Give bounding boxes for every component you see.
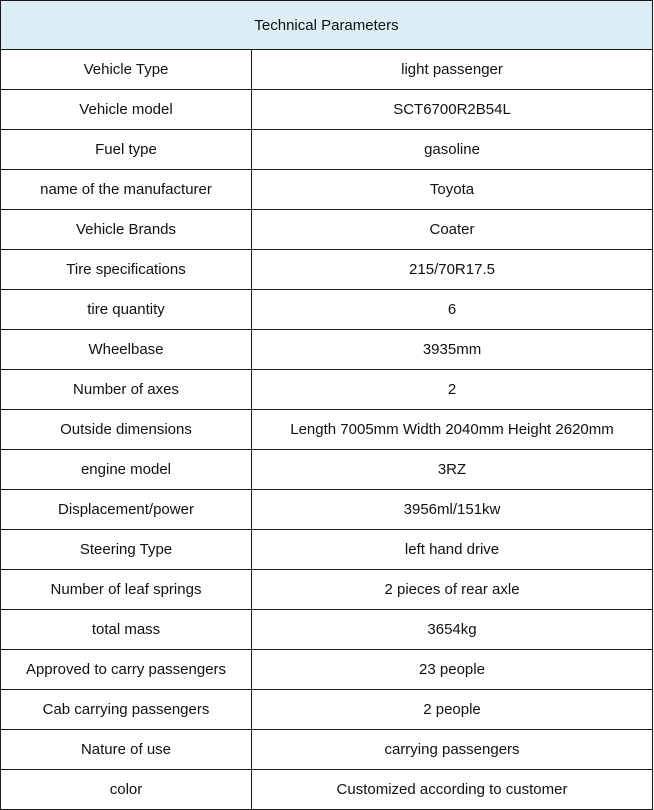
parameter-label: color — [1, 770, 252, 810]
parameter-label: Nature of use — [1, 730, 252, 770]
parameter-label: Vehicle model — [1, 90, 252, 130]
parameter-label: name of the manufacturer — [1, 170, 252, 210]
table-row — [1, 730, 653, 770]
parameter-label: Wheelbase — [1, 330, 252, 370]
parameter-label: engine model — [1, 450, 252, 490]
table-title: Technical Parameters — [1, 1, 653, 50]
parameter-label: Number of leaf springs — [1, 570, 252, 610]
parameter-value: 3956ml/151kw — [252, 490, 653, 530]
parameter-label: Cab carrying passengers — [1, 690, 252, 730]
parameter-label: Number of axes — [1, 370, 252, 410]
table-header-row — [1, 1, 653, 50]
parameter-value: Customized according to customer — [252, 770, 653, 810]
table-row — [1, 50, 653, 90]
parameter-value: left hand drive — [252, 530, 653, 570]
table-row — [1, 250, 653, 290]
parameter-value: 6 — [252, 290, 653, 330]
parameter-value: light passenger — [252, 50, 653, 90]
parameter-label: total mass — [1, 610, 252, 650]
table-row — [1, 90, 653, 130]
parameter-value: 3RZ — [252, 450, 653, 490]
table-row — [1, 290, 653, 330]
table-row — [1, 370, 653, 410]
parameter-value: gasoline — [252, 130, 653, 170]
table-row — [1, 650, 653, 690]
table-row — [1, 490, 653, 530]
parameter-value: 215/70R17.5 — [252, 250, 653, 290]
parameter-label: Approved to carry passengers — [1, 650, 252, 690]
table-row — [1, 210, 653, 250]
parameter-label: Displacement/power — [1, 490, 252, 530]
parameter-value: 2 — [252, 370, 653, 410]
table-row — [1, 610, 653, 650]
parameter-value: 23 people — [252, 650, 653, 690]
parameter-label: Steering Type — [1, 530, 252, 570]
table-row — [1, 570, 653, 610]
table-row — [1, 770, 653, 810]
table-row — [1, 530, 653, 570]
parameter-label: Vehicle Brands — [1, 210, 252, 250]
parameter-value: carrying passengers — [252, 730, 653, 770]
table-row — [1, 410, 653, 450]
parameter-value: Coater — [252, 210, 653, 250]
table-row — [1, 170, 653, 210]
parameter-value: Toyota — [252, 170, 653, 210]
table-row — [1, 330, 653, 370]
parameter-label: Outside dimensions — [1, 410, 252, 450]
parameter-value: 3935mm — [252, 330, 653, 370]
parameter-value: 2 people — [252, 690, 653, 730]
parameter-value: 3654kg — [252, 610, 653, 650]
parameter-label: Vehicle Type — [1, 50, 252, 90]
parameter-value: SCT6700R2B54L — [252, 90, 653, 130]
parameter-value: Length 7005mm Width 2040mm Height 2620mm — [252, 410, 653, 450]
parameter-value: 2 pieces of rear axle — [252, 570, 653, 610]
table-row — [1, 450, 653, 490]
table-row — [1, 130, 653, 170]
table-row — [1, 690, 653, 730]
parameter-label: Fuel type — [1, 130, 252, 170]
parameter-label: Tire specifications — [1, 250, 252, 290]
parameter-label: tire quantity — [1, 290, 252, 330]
